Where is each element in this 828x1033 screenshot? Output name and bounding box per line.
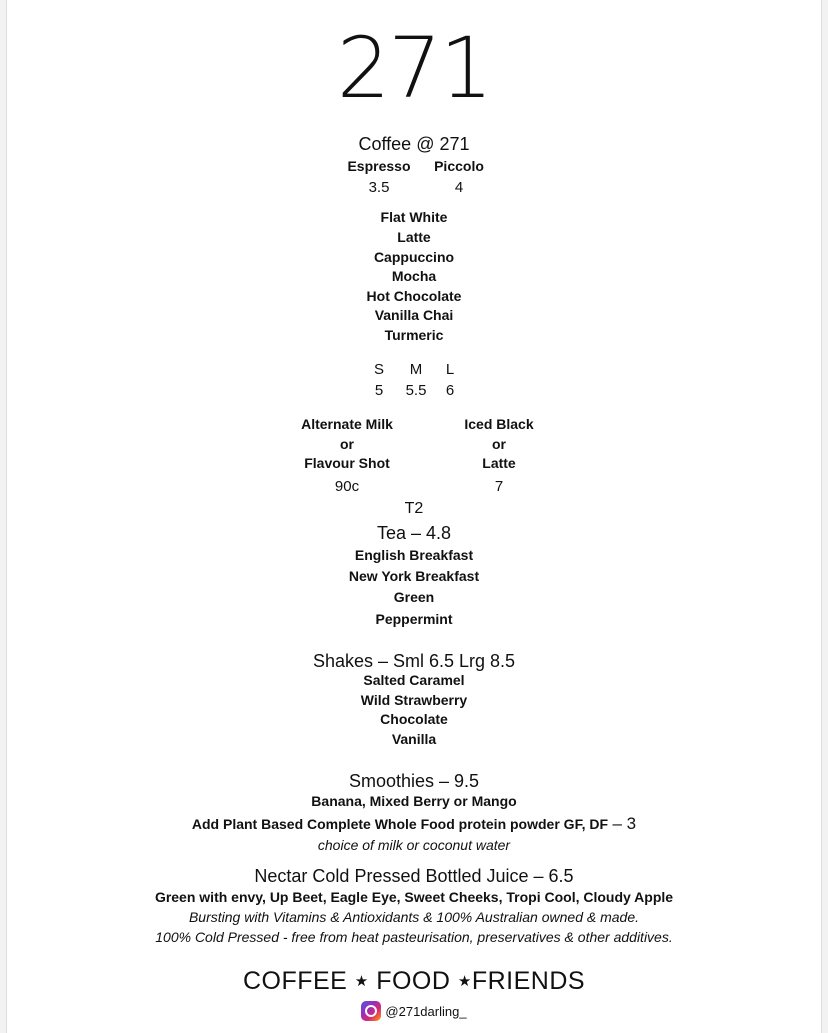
iced-line2: or [492, 436, 506, 452]
page-title: 271 [336, 19, 492, 117]
instagram-icon[interactable] [361, 1001, 381, 1021]
piccolo-price: 4 [454, 179, 464, 196]
espresso-price: 3.5 [368, 179, 390, 196]
size-medium-price: 5.5 [405, 382, 427, 399]
menu-page [6, 0, 822, 1033]
tagline [7, 966, 821, 997]
tea-heading: Tea – 4.8 [376, 523, 452, 543]
coffee-item: Vanilla Chai [374, 307, 454, 323]
juice-note-1: Bursting with Vitamins & Antioxidants & 100% Australian owned & made. [188, 909, 640, 925]
tea-item: Peppermint [375, 611, 453, 627]
star-icon: ★ [354, 973, 369, 990]
instagram-handle-row[interactable] [7, 1001, 821, 1022]
tea-brand: T2 [404, 500, 424, 517]
star-icon: ★ [457, 973, 472, 990]
smoothie-note: choice of milk or coconut water [317, 837, 511, 853]
tagline-coffee: COFFEE [242, 967, 348, 995]
shakes-heading: Shakes – Sml 6.5 Lrg 8.5 [312, 651, 516, 671]
coffee-item: Flat White [380, 209, 448, 225]
shake-item: Chocolate [380, 711, 448, 727]
iced-price: 7 [494, 478, 504, 495]
size-small-price: 5 [374, 382, 384, 399]
coffee-heading: Coffee @ 271 [358, 134, 470, 154]
smoothies-heading: Smoothies – 9.5 [348, 771, 480, 791]
shake-item: Vanilla [391, 731, 437, 747]
tagline-food: FOOD [376, 967, 451, 995]
size-small-label: S [373, 361, 384, 378]
juice-heading: Nectar Cold Pressed Bottled Juice – 6.5 [254, 866, 574, 886]
size-large-price: 6 [445, 382, 455, 399]
coffee-item: Mocha [391, 268, 437, 284]
tea-item: Green [393, 589, 435, 605]
instagram-handle[interactable]: @271darling_ [385, 1004, 467, 1019]
shake-item: Wild Strawberry [360, 692, 468, 708]
juice-note-2: 100% Cold Pressed - free from heat pasteurisation, preservatives & other additives. [155, 929, 673, 945]
smoothie-addon-text: Add Plant Based Complete Whole Food protein powder GF, DF [191, 816, 609, 832]
iced-line1: Iced Black [464, 416, 534, 432]
alt-milk-line2: or [340, 436, 354, 452]
coffee-item: Turmeric [384, 327, 444, 343]
tea-item: English Breakfast [354, 547, 474, 563]
smoothie-addon [7, 813, 821, 836]
shake-item: Salted Caramel [363, 672, 465, 688]
size-large-label: L [445, 361, 455, 378]
iced-line3: Latte [482, 455, 516, 471]
tea-item: New York Breakfast [348, 568, 480, 584]
size-medium-label: M [409, 361, 423, 378]
piccolo-label: Piccolo [434, 158, 484, 174]
espresso-label: Espresso [347, 158, 411, 174]
tagline-friends: FRIENDS [471, 967, 586, 995]
coffee-item: Hot Chocolate [366, 288, 462, 304]
smoothie-addon-price: – 3 [612, 814, 637, 833]
alt-milk-line1: Alternate Milk [301, 416, 393, 432]
juice-flavours: Green with envy, Up Beet, Eagle Eye, Sweet Cheeks, Tropi Cool, Cloudy Apple [154, 889, 674, 905]
alt-milk-line3: Flavour Shot [304, 455, 390, 471]
alt-milk-price: 90c [334, 478, 360, 495]
smoothie-flavours: Banana, Mixed Berry or Mango [311, 793, 517, 809]
coffee-item: Latte [397, 229, 431, 245]
coffee-item: Cappuccino [373, 249, 455, 265]
